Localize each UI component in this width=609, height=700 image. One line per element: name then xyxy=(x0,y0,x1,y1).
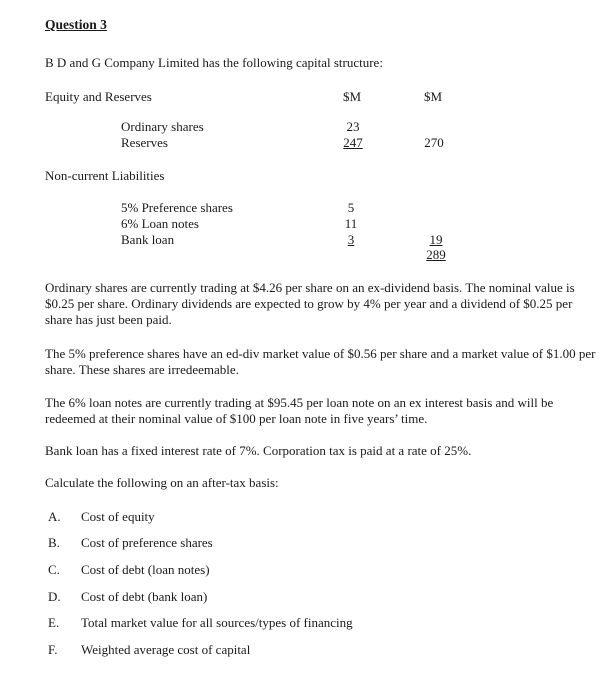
equity-total: 270 xyxy=(424,135,444,150)
option-letter: B. xyxy=(48,535,60,550)
reserves-value: 247 xyxy=(343,135,363,150)
option-letter: A. xyxy=(48,509,61,524)
paragraph-loan-notes: The 6% loan notes are currently trading at $95.45 per loan note on an ex interest basis and will be redeemed at their nominal value of $100 per loan note in five years’ time. xyxy=(45,395,554,426)
option-letter: D. xyxy=(48,589,61,604)
paragraph-preference-shares: The 5% preference shares have an ed-div market value of $0.56 per share and a market value of $1.00 per share. These shares are irredeemable. xyxy=(45,346,596,377)
bank-loan-value: 3 xyxy=(347,232,355,247)
col2-header: $M xyxy=(423,89,443,104)
equity-header: Equity and Reserves xyxy=(45,89,152,104)
liabilities-subtotal: 19 xyxy=(429,232,443,247)
option-text: Cost of debt (loan notes) xyxy=(81,562,210,577)
loan-notes-label: 6% Loan notes xyxy=(121,216,199,231)
option-text: Total market value for all sources/types of financing xyxy=(81,615,353,630)
question-title: Question 3 xyxy=(45,17,107,32)
option-text: Cost of preference shares xyxy=(81,535,213,550)
option-letter: F. xyxy=(48,642,58,657)
option-text: Cost of equity xyxy=(81,509,155,524)
preference-shares-value: 5 xyxy=(347,200,355,215)
ordinary-shares-label: Ordinary shares xyxy=(121,119,204,134)
option-letter: E. xyxy=(48,615,60,630)
reserves-label: Reserves xyxy=(121,135,168,150)
grand-total: 289 xyxy=(426,247,446,262)
option-text: Cost of debt (bank loan) xyxy=(81,589,208,604)
option-letter: C. xyxy=(48,562,60,577)
ordinary-shares-value: 23 xyxy=(346,119,360,134)
col1-header: $M xyxy=(342,89,362,104)
paragraph-bank-loan: Bank loan has a fixed interest rate of 7%. Corporation tax is paid at a rate of 25%. xyxy=(45,443,472,458)
loan-notes-value: 11 xyxy=(344,216,358,231)
bank-loan-label: Bank loan xyxy=(121,232,175,247)
liabilities-header: Non-current Liabilities xyxy=(45,168,165,183)
preference-shares-label: 5% Preference shares xyxy=(121,200,233,215)
paragraph-instruction: Calculate the following on an after-tax basis: xyxy=(45,475,279,490)
intro-text: B D and G Company Limited has the following capital structure: xyxy=(45,55,383,70)
paragraph-ordinary-shares: Ordinary shares are currently trading at $4.26 per share on an ex-dividend basis. The nominal value is $0.25 per share. Ordinary dividends are expected to grow by 4% per year and a dividend of $0.25 per share has just been paid. xyxy=(45,280,575,327)
option-text: Weighted average cost of capital xyxy=(81,642,251,657)
